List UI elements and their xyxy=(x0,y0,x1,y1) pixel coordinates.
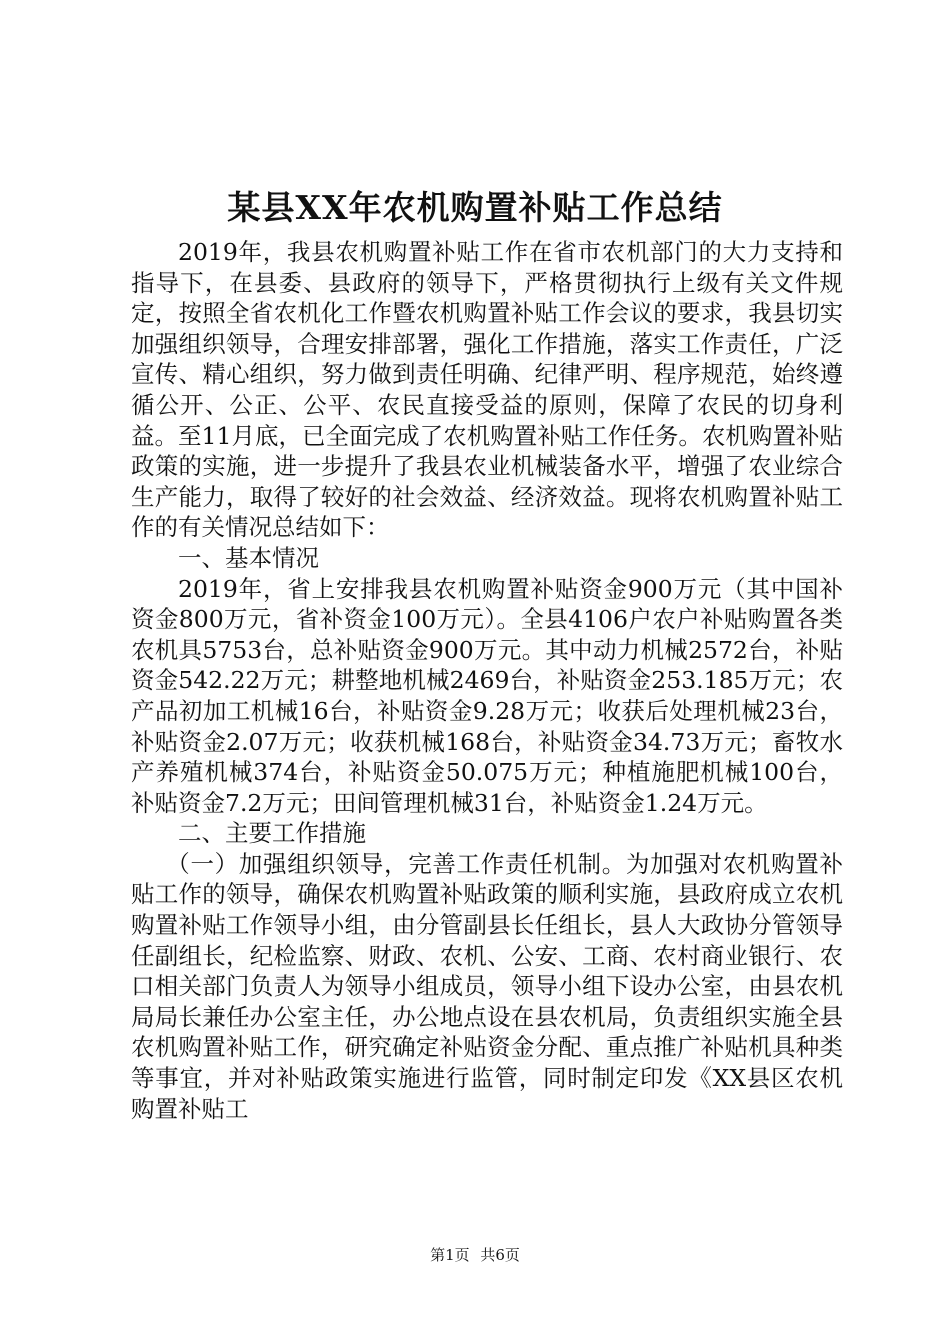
intro-paragraph: 2019年，我县农机购置补贴工作在省市农机部门的大力支持和指导下，在县委、县政府的领导下，严格贯彻执行上级有关文件规定，按照全省农机化工作暨农机购置补贴工作会议的要求，我县切实加强组织领导，合理安排部署，强化工作措施，落实工作责任，广泛宣传、精心组织，努力做到责任明确、纪律严明、程序规范，始终遵循公开、公正、公平、农民直接受益的原则，保障了农民的切身利益。至11月底，已全面完成了农机购置补贴工作任务。农机购置补贴政策的实施，进一步提升了我县农业机械装备水平，增强了农业综合生产能力，取得了较好的社会效益、经济效益。现将农机购置补贴工作的有关情况总结如下： xyxy=(131,238,843,542)
document-title: 某县XX年农机购置补贴工作总结 xyxy=(227,188,723,227)
basic-situation-paragraph: 2019年，省上安排我县农机购置补贴资金900万元（其中国补资金800万元，省补资金100万元）。全县4106户农户补贴购置各类农机具5753台，总补贴资金900万元。其中动力机械2572台，补贴资金542.22万元；耕整地机械2469台，补贴资金253.185万元；农产品初加工机械16台，补贴资金9.28万元；收获后处理机械23台，补贴资金2.07万元；收获机械168台，补贴资金34.73万元；畜牧水产养殖机械374台，补贴资金50.075万元；种植施肥机械100台，补贴资金7.2万元；田间管理机械31台，补贴资金1.24万元。 xyxy=(131,574,843,817)
measure-one-paragraph: （一）加强组织领导，完善工作责任机制。为加强对农机购置补贴工作的领导，确保农机购置补贴政策的顺利实施，县政府成立农机购置补贴工作领导小组，由分管副县长任组长，县人大政协分管领导任副组长，纪检监察、财政、农机、公安、工商、农村商业银行、农口相关部门负责人为领导小组成员，领导小组下设办公室，由县农机局局长兼任办公室主任，办公地点设在县农机局，负责组织实施全县农机购置补贴工作，研究确定补贴资金分配、重点推广补贴机具种类等事宜，并对补贴政策实施进行监管，同时制定印发《XX县区农机购置补贴工 xyxy=(131,849,843,1123)
section-heading-basic-situation: 一、基本情况 xyxy=(178,543,319,572)
page-number: 第1页 xyxy=(430,1246,470,1264)
document-body xyxy=(131,237,843,1124)
page-total: 共6页 xyxy=(480,1246,520,1264)
section-heading-main-measures: 二、主要工作措施 xyxy=(178,819,366,848)
page-footer xyxy=(0,1245,950,1265)
